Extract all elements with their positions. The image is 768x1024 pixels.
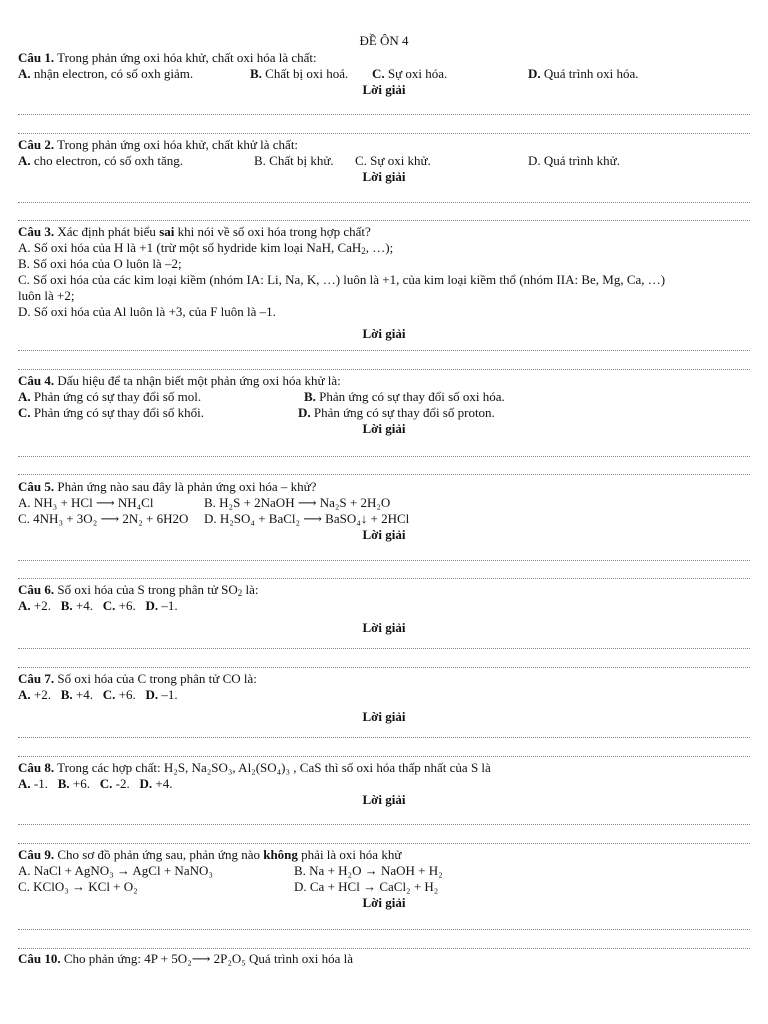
option-d: –1. — [158, 687, 178, 702]
option-b: +4. — [72, 687, 93, 702]
option-a-label: A. — [18, 687, 31, 702]
option-a: +2. — [30, 687, 51, 702]
question-8 — [18, 760, 750, 808]
solution-heading: Lời giải — [362, 527, 406, 542]
answer-line — [18, 350, 750, 351]
option-a-label: A. — [18, 66, 31, 81]
question-label: Câu 4. — [18, 373, 55, 388]
option-b-label: B. — [60, 598, 73, 613]
option-c: C. Sự oxi khử. — [355, 153, 431, 168]
solution-heading: Lời giải — [362, 895, 406, 910]
option-d-label: D. — [145, 598, 159, 613]
options — [18, 687, 750, 703]
option-b-label: B. — [250, 66, 262, 81]
option-a: A. Số oxi hóa của H là +1 (trừ một số hydride kim loại NaH, CaH$_2$, …); — [18, 240, 394, 256]
question-5 — [18, 479, 750, 543]
answer-line — [18, 220, 750, 221]
question-3 — [18, 224, 750, 342]
question-text: Số oxi hóa của C trong phân tử CO là: — [54, 671, 257, 686]
option-d-label: D. — [139, 776, 153, 791]
question-label: Câu 8. — [18, 760, 55, 775]
option-a: nhận electron, có số oxh giảm. — [30, 66, 194, 81]
answer-line — [18, 948, 750, 949]
answer-line — [18, 929, 750, 930]
question-4 — [18, 373, 750, 437]
question-text: Xác định phát biểu — [54, 224, 160, 239]
option-c-label: C. — [102, 687, 116, 702]
option-d-label: D. — [528, 66, 541, 81]
answer-line — [18, 843, 750, 844]
answer-line — [18, 756, 750, 757]
option-d: D. H₂SO₄ + BaCl₂ ⟶ BaSO₄↓ + 2HCl — [204, 511, 410, 526]
page-title: ĐỀ ÔN 4 — [359, 33, 409, 48]
answer-line — [18, 560, 750, 561]
options — [18, 66, 750, 82]
option-b: B. Số oxi hóa của O luôn là –2; — [18, 256, 182, 271]
question-text: Phản ứng nào sau đây là phản ứng oxi hóa – khử? — [54, 479, 317, 494]
options — [18, 389, 750, 405]
question-text: Trong phản ứng oxi hóa khử, chất khử là chất: — [54, 137, 299, 152]
option-b-label: B. — [304, 389, 316, 404]
option-b: +4. — [72, 598, 93, 613]
option-b: +6. — [69, 776, 90, 791]
question-text: Cho phản ứng: 4P + 5O₂⟶ 2P₂O₅ Quá trình oxi hóa là — [60, 951, 354, 966]
answer-line — [18, 578, 750, 579]
option-b: B. Na + H₂O → NaOH + H₂ — [294, 863, 443, 878]
option-c: C. Số oxi hóa của các kim loại kiềm (nhóm IA: Li, Na, K, …) luôn là +1, của kim loại kiềm thổ (nhóm IIA: Be, Mg, Ca, …) — [18, 272, 666, 287]
question-1 — [18, 50, 750, 98]
option-d: Phản ứng có sự thay đổi số proton. — [310, 405, 495, 420]
option-a: Phản ứng có sự thay đổi số mol. — [30, 389, 202, 404]
emphasis: không — [263, 847, 298, 862]
option-d: D. Quá trình khử. — [528, 153, 620, 168]
option-d-label: D. — [145, 687, 159, 702]
question-2 — [18, 137, 750, 185]
option-c: -2. — [112, 776, 130, 791]
solution-heading: Lời giải — [362, 326, 406, 341]
solution-heading: Lời giải — [362, 169, 406, 184]
solution-heading: Lời giải — [362, 709, 406, 724]
option-a: cho electron, có số oxh tăng. — [30, 153, 183, 168]
option-a-label: A. — [18, 776, 31, 791]
question-6: Câu 6. Số oxi hóa của S trong phân tử $SO_2$ là: A. +2. B. +4. C. +6. D. –1. Lời giải — [18, 582, 750, 636]
question-text: Cho sơ đồ phản ứng sau, phản ứng nào — [54, 847, 264, 862]
options — [18, 153, 750, 169]
options — [18, 598, 750, 614]
question-label: Câu 7. — [18, 671, 55, 686]
answer-line — [18, 369, 750, 370]
question-text: Trong phản ứng oxi hóa khử, chất oxi hóa là chất: — [54, 50, 317, 65]
answer-line — [18, 824, 750, 825]
option-b: B. Chất bị khử. — [254, 153, 334, 168]
answer-line — [18, 456, 750, 457]
answer-line — [18, 474, 750, 475]
option-d: Quá trình oxi hóa. — [540, 66, 639, 81]
question-10 — [18, 951, 750, 967]
option-b: Phản ứng có sự thay đổi số oxi hóa. — [315, 389, 505, 404]
option-c-label: C. — [99, 776, 113, 791]
option-d: D. Ca + HCl → CaCl₂ + H₂ — [294, 879, 439, 894]
answer-line — [18, 114, 750, 115]
option-a: A. NH₃ + HCl ⟶ NH₄Cl — [18, 495, 154, 510]
option-a-label: A. — [18, 389, 31, 404]
question-label: Câu 6. — [18, 582, 55, 597]
options — [18, 495, 750, 511]
emphasis: sai — [159, 224, 175, 239]
options — [18, 405, 750, 421]
question-9 — [18, 847, 750, 911]
option-c-cont: luôn là +2; — [18, 288, 75, 303]
option-c: Phản ứng có sự thay đổi số khối. — [30, 405, 204, 420]
option-c: C. KClO₃ → KCl + O₂ — [18, 879, 138, 894]
question-label: Câu 2. — [18, 137, 55, 152]
question-text: Số oxi hóa của S trong phân tử SO — [54, 582, 238, 597]
option-c: +6. — [115, 598, 136, 613]
option-b-label: B. — [57, 776, 70, 791]
question-label: Câu 5. — [18, 479, 55, 494]
options — [18, 511, 750, 527]
option-c: +6. — [115, 687, 136, 702]
option-a: +2. — [30, 598, 51, 613]
question-text: Dấu hiệu để ta nhận biết một phản ứng oxi hóa khử là: — [54, 373, 341, 388]
answer-line — [18, 648, 750, 649]
option-a-label: A. — [18, 598, 31, 613]
option-a: A. NaCl + AgNO₃ → AgCl + NaNO₃ — [18, 863, 213, 878]
option-c-label: C. — [372, 66, 385, 81]
question-label: Câu 10. — [18, 951, 61, 966]
options — [18, 776, 750, 792]
answer-line — [18, 737, 750, 738]
question-text: phải là oxi hóa khử — [297, 847, 402, 862]
question-7 — [18, 671, 750, 725]
solution-heading: Lời giải — [362, 82, 406, 97]
question-text: khi nói về số oxi hóa trong hợp chất? — [174, 224, 371, 239]
solution-heading: Lời giải — [362, 620, 406, 635]
option-d-label: D. — [298, 405, 311, 420]
solution-heading: Lời giải — [362, 421, 406, 436]
question-label: Câu 9. — [18, 847, 55, 862]
option-a: -1. — [30, 776, 48, 791]
option-b: Chất bị oxi hoá. — [261, 66, 349, 81]
option-c-label: C. — [18, 405, 31, 420]
option-d: +4. — [152, 776, 173, 791]
options — [18, 863, 750, 879]
answer-line — [18, 667, 750, 668]
solution-heading: Lời giải — [362, 792, 406, 807]
option-c: Sự oxi hóa. — [384, 66, 448, 81]
question-label: Câu 3. — [18, 224, 55, 239]
option-a-label: A. — [18, 153, 31, 168]
option-c-label: C. — [102, 598, 116, 613]
option-b: B. H₂S + 2NaOH ⟶ Na₂S + 2H₂O — [204, 495, 391, 510]
option-d: –1. — [158, 598, 178, 613]
option-d: D. Số oxi hóa của Al luôn là +3, của F luôn là –1. — [18, 304, 276, 319]
question-text: Trong các hợp chất: H₂S, Na₂SO₃, Al₂(SO₄)₃ , CaS thì số oxi hóa thấp nhất của S là — [54, 760, 491, 775]
options — [18, 879, 750, 895]
question-label: Câu 1. — [18, 50, 55, 65]
answer-line — [18, 202, 750, 203]
option-c: C. 4NH₃ + 3O₂ ⟶ 2N₂ + 6H2O — [18, 511, 189, 526]
answer-line — [18, 133, 750, 134]
option-b-label: B. — [60, 687, 73, 702]
